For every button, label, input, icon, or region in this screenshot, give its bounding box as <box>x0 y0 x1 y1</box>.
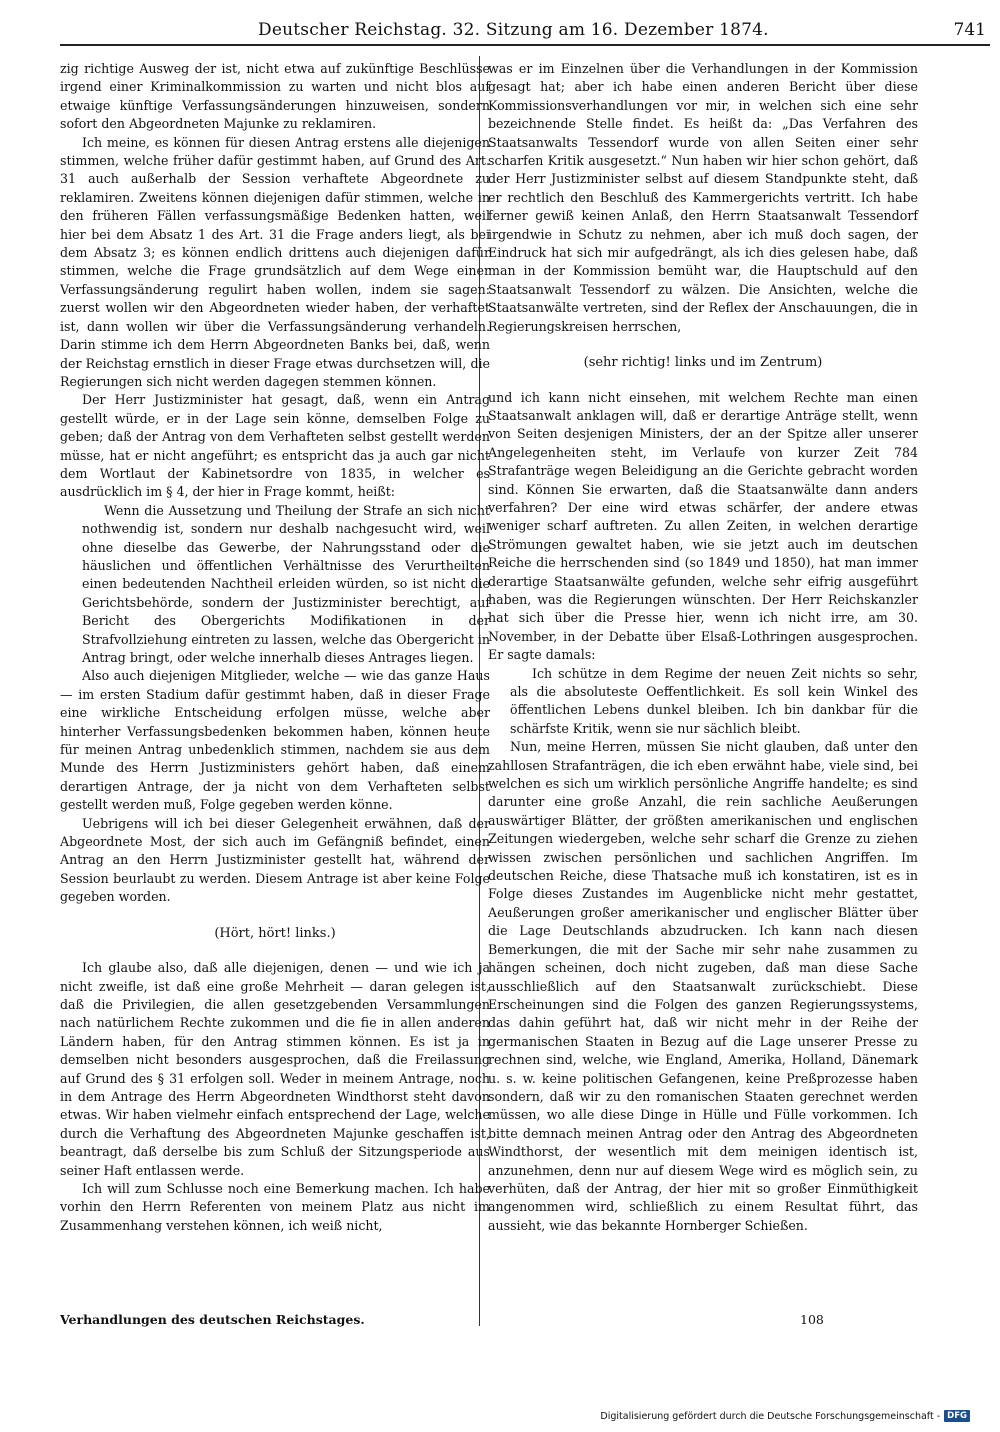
paragraph: Ich will zum Schlusse noch eine Bemerkung machen. Ich habe vorhin den Herrn Referenten von meinem Platz aus nicht im Zusammenhang verstehen können, ich weiß nicht, <box>60 1180 490 1233</box>
paragraph: Uebrigens will ich bei dieser Gelegenheit erwähnen, daß der Abgeordnete Most, der sich auch im Gefängniß befindet, einen Antrag an den Herrn Justizminister gestellt hat, während der Session beurlaubt zu werden. Diesem Antrage ist aber keine Folge gegeben worden. <box>60 815 490 905</box>
footer-publication: Verhandlungen des deutschen Reichstages. <box>60 1312 365 1327</box>
paragraph: zig richtige Ausweg der ist, nicht etwa auf zukünftige Beschlüsse irgend einer Kriminalkommission zu warten und nicht blos auf etwaige künftige Verfassungsänderungen hinzuweisen, sondern sofort den Abgeordneten Majunke zu reklamiren. <box>60 61 490 132</box>
block-quote: Ich schütze in dem Regime der neuen Zeit nichts so sehr, als die absoluteste Oeffentlichkeit. Es soll kein Winkel des öffentlichen Lebens dunkel bleiben. Ich bin dankbar für die schärfste Kritik, wenn sie nur sächlich bleibt. <box>510 665 918 736</box>
left-column <box>60 60 490 1235</box>
paragraph: Ich glaube also, daß alle diejenigen, denen — und wie ich ja nicht zweifle, ist daß eine große Mehrheit — daran gelegen ist, daß die Privilegien, die allen gesetzgebenden Versammlungen nach natürlichem Rechte zukommen und die fie in allen anderen Ländern haben, für den Antrag stimmen können. Es ist ja in demselben nicht besonders ausgesprochen, daß die Freilassung auf Grund des § 31 erfolgen soll. Weder in meinem Antrage, noch in dem Antrage des Herrn Abgeordneten Windthorst steht davon etwas. Wir haben vielmehr einfach entsprechend der Lage, welche durch die Verhaftung des Abgeordneten Majunke geschaffen ist, beantragt, daß derselbe bis zum Schluß der Sitzungsperiode aus seiner Haft entlassen werde. <box>60 960 490 1178</box>
paragraph: Nun, meine Herren, müssen Sie nicht glauben, daß unter den zahllosen Strafanträgen, die ich eben erwähnt habe, viele sind, bei welchen es sich um wirklich persönliche Angriffe handelte; es sind darunter eine große Anzahl, die rein sachliche Aeußerungen auswärtiger Blätter, der größten amerikanischen und englischen Zeitungen wiedergeben, welche sehr scharf die Grenze zu ziehen wissen zwischen persönlichen und sachlichen Angriffen. Im deutschen Reiche, diese Thatsache muß ich konstatiren, ist es in Folge dieses Zustandes im Augenblicke nicht mehr gestattet, Aeußerungen großer amerikanischer und englischer Blätter über die Lage Deutschlands abzudrucken. Ich kann nach diesen Bemerkungen, die mit der Sache mir sehr nahe zusammen zu hängen scheinen, doch nicht zugeben, daß man diese Sache ausschließlich auf den Staatsanwalt zurückschiebt. Diese Erscheinungen sind die Folgen des ganzen Regierungssystems, das dahin geführt hat, daß wir nicht mehr in der Reihe der germanischen Staaten in Bezug auf die Lage unserer Presse zu rechnen sind, welche, wie England, Amerika, Holland, Dänemark u. s. w. keine politischen Gefangenen, keine Preßprozesse haben sondern, daß wir zu den romanischen Staaten gerechnet werden müssen, wo alle diese Dinge in Hülle und Fülle vorkommen. Ich bitte demnach meinen Antrag oder den Antrag des Abgeordneten Windthorst, der wesentlich mit dem meinigen identisch ist, anzunehmen, denn nur auf diesem Wege wird es möglich sein, zu verhüten, daß der Antrag, der hier mit so großer Einmüthigkeit angenommen wird, schließlich zu einem Resultat führt, das aussieht, wie das bekannte Hornberger Schießen. <box>488 739 918 1233</box>
credit-text: Digitalisierung gefördert durch die Deutsche Forschungsgemeinschaft - <box>600 1410 941 1422</box>
sheet-number: 108 <box>800 1312 824 1327</box>
right-column <box>488 60 918 1235</box>
header-rule <box>60 44 990 46</box>
paragraph: Also auch diejenigen Mitglieder, welche — wie das ganze Haus — im ersten Stadium dafür gestimmt haben, daß in dieser Frage eine wirkliche Entscheidung erfolgen müsse, welche aber hinterher Verfassungsbedenken bekommen haben, können heute für meinen Antrag unbedenklich stimmen, nachdem sie aus dem Munde des Herrn Justizministers gehört haben, daß einem derartigen Antrage, der ja nicht von dem Verhafteten selbst gestellt werden muß, Folge gegeben werden könne. <box>60 668 490 813</box>
paragraph: Der Herr Justizminister hat gesagt, daß, wenn ein Antrag gestellt würde, er in der Lage sein könne, demselben Folge zu geben; daß der Antrag von dem Verhafteten selbst gestellt werden müsse, hat er nicht angeführt; es entspricht das ja auch gar nicht dem Wortlaut der Kabinetsordre von 1835, in welcher es ausdrücklich im § 4, der hier in Frage kommt, heißt: <box>60 392 490 500</box>
running-title: Deutscher Reichstag. 32. Sitzung am 16. Dezember 1874. <box>258 20 769 40</box>
block-quote: Wenn die Aussetzung und Theilung der Strafe an sich nicht nothwendig ist, sondern nur deshalb nachgesucht wird, weil ohne dieselbe das Gewerbe, der Nahrungsstand oder die häuslichen und öffentlichen Verhältnisse des Verurtheilten einen bedeutenden Nachtheil erleiden würden, so ist nicht die Gerichtsbehörde, sondern der Justizminister berechtigt, auf Bericht des Obergerichts Modifikationen in der Strafvollziehung eintreten zu lassen, welche das Obergericht in Antrag bringt, oder welche innerhalb dieses Antrages liegen. <box>82 502 490 665</box>
digitization-credit <box>600 1410 970 1422</box>
interjection: (sehr richtig! links und im Zentrum) <box>583 355 823 371</box>
paragraph: Ich meine, es können für diesen Antrag erstens alle diejenigen stimmen, welche früher dafür gestimmt haben, auf Grund des Art. 31 auch außerhalb der Session verhaftete Abgeordnete zu reklamiren. Zweitens können diejenigen dafür stimmen, welche in den früheren Fällen verfassungsmäßige Bedenken hatten, weil hier bei dem Absatz 1 des Art. 31 die Frage anders liegt, als bei dem Absatz 3; es können endlich drittens auch diejenigen dafür stimmen, welche die Frage grundsätzlich auf dem Wege einer Verfassungsänderung regulirt haben wollen, indem sie sagen: zuerst wollen wir den Abgeordneten wieder haben, der verhaftet ist, dann wollen wir über die Verfassungsänderung verhandeln. Darin stimme ich dem Herrn Abgeordneten Banks bei, daß, wenn der Reichstag ernstlich in dieser Frage etwas durchsetzen will, die Regierungen sich nicht werden dagegen stemmen können. <box>60 134 490 389</box>
page-number: 741 <box>953 20 986 40</box>
page-header <box>60 14 990 42</box>
paragraph: und ich kann nicht einsehen, mit welchem Rechte man einen Staatsanwalt anklagen will, daß er derartige Anträge stellt, wenn von Seiten desjenigen Ministers, der an der Spitze aller unserer Angelegenheiten steht, im Verlaufe von kurzer Zeit 784 Strafanträge wegen Beleidigung an die Gerichte gebracht worden sind. Können Sie erwarten, daß die Staatsanwälte dann anders verfahren? Der eine wird etwas schärfer, der andere etwas weniger scharf auftreten. Zu allen Zeiten, in welchen derartige Strömungen gewaltet haben, wie sie jetzt auch im deutschen Reiche die herrschenden sind (so 1849 und 1850), hat man immer derartige Staatsanwälte gefunden, welche sehr eifrig ausgeführt haben, was die Regierungen wünschten. Der Herr Reichskanzler hat sich über die Presse hier, wenn ich nicht irre, am 30. November, in der Debatte über Elsaß-Lothringen ausgesprochen. Er sagte damals: <box>488 389 918 663</box>
dfg-logo-icon: DFG <box>944 1410 970 1422</box>
paragraph: was er im Einzelnen über die Verhandlungen in der Kommission gesagt hat; aber ich habe einen anderen Bericht über diese Kommissionsverhandlungen vor mir, in welchen sich eine sehr bezeichnende Stelle findet. Es heißt da: „Das Verfahren des Staatsanwalts Tessendorf wurde von allen Seiten einer sehr scharfen Kritik ausgesetzt.“ Nun haben wir hier schon gehört, daß der Herr Justizminister selbst auf diesem Standpunkte steht, daß er rechtlich den Beschluß des Kammergerichts vertritt. Ich habe ferner gewiß keinen Anlaß, den Herrn Staatsanwalt Tessendorf irgendwie in Schutz zu nehmen, aber ich muß doch sagen, der Eindruck hat sich mir aufgedrängt, als ich dies gelesen habe, daß man in der Kommission bemüht war, die Hauptschuld auf den Staatsanwalt Tessendorf zu wälzen. Die Ansichten, welche die Staatsanwälte vertreten, sind der Reflex der Anschauungen, die in Regierungskreisen herrschen, <box>488 61 918 334</box>
interjection: (Hört, hört! links.) <box>214 925 336 941</box>
